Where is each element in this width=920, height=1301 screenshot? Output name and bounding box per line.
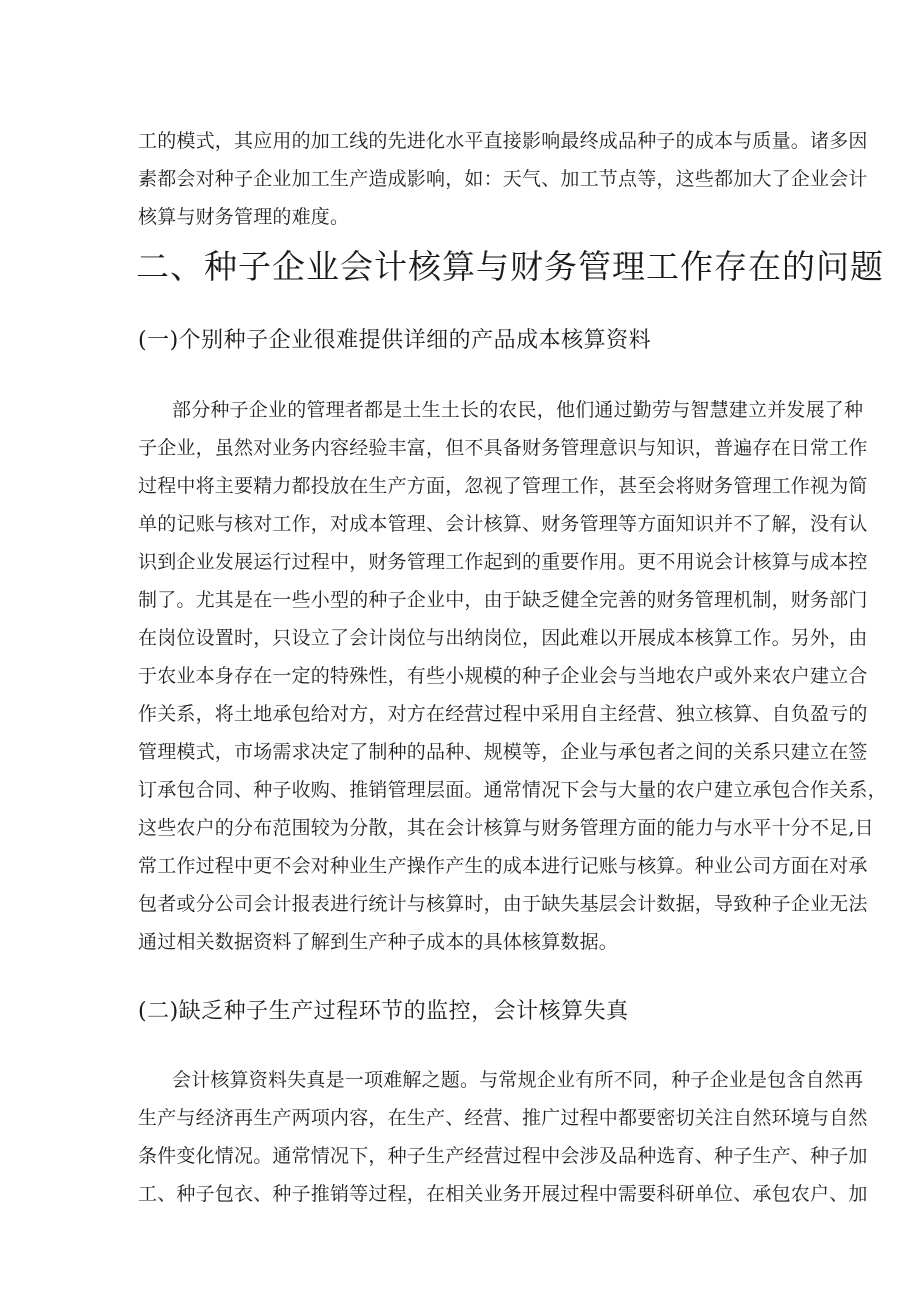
body-line: 常工作过程中更不会对种业生产操作产生的成本进行记账与核算。种业公司方面在对承 — [138, 855, 868, 877]
subsection-heading: (二)缺乏种子生产过程环节的监控，会计核算失真 — [138, 999, 629, 1024]
intro-line: 工的模式，其应用的加工线的先进化水平直接影响最终成品种子的成本与质量。诸多因 — [138, 130, 868, 152]
body-line: 部分种子企业的管理者都是土生土长的农民，他们通过勤劳与智慧建立并发展了种 — [172, 399, 864, 421]
intro-line: 核算与财务管理的难度。 — [138, 206, 350, 228]
body-line: 子企业，虽然对业务内容经验丰富，但不具备财务管理意识与知识，普遍存在日常工作 — [138, 437, 868, 459]
section-heading: 二、种子企业会计核算与财务管理工作存在的问题 — [136, 247, 884, 286]
body-line: 作关系，将土地承包给对方，对方在经营过程中采用自主经营、独立核算、自负盈亏的 — [138, 703, 868, 725]
body-line: 于农业本身存在一定的特殊性，有些小规模的种子企业会与当地农户或外来农户建立合 — [138, 665, 868, 687]
body-line: 管理模式，市场需求决定了制种的品种、规模等，企业与承包者之间的关系只建立在签 — [138, 741, 868, 763]
body-line: 工、种子包衣、种子推销等过程，在相关业务开展过程中需要科研单位、承包农户、加 — [138, 1183, 868, 1205]
body-line: 通过相关数据资料了解到生产种子成本的具体核算数据。 — [138, 931, 619, 953]
body-line: 单的记账与核对工作，对成本管理、会计核算、财务管理等方面知识并不了解，没有认 — [138, 513, 868, 535]
body-line: 生产与经济再生产两项内容，在生产、经营、推广过程中都要密切关注自然环境与自然 — [138, 1107, 868, 1129]
body-line: 识到企业发展运行过程中，财务管理工作起到的重要作用。更不用说会计核算与成本控 — [138, 551, 868, 573]
intro-line: 素都会对种子企业加工生产造成影响，如：天气、加工节点等，这些都加大了企业会计 — [138, 168, 868, 190]
subsection-heading: (一)个别种子企业很难提供详细的产品成本核算资料 — [138, 328, 652, 353]
body-line: 会计核算资料失真是一项难解之题。与常规企业有所不同，种子企业是包含自然再 — [172, 1069, 864, 1091]
body-line: 在岗位设置时，只设立了会计岗位与出纳岗位，因此难以开展成本核算工作。另外，由 — [138, 627, 868, 649]
body-line: 订承包合同、种子收购、推销管理层面。通常情况下会与大量的农户建立承包合作关系， — [138, 779, 887, 801]
body-line: 过程中将主要精力都投放在生产方面，忽视了管理工作，甚至会将财务管理工作视为简 — [138, 475, 868, 497]
body-line: 条件变化情况。通常情况下，种子生产经营过程中会涉及品种选育、种子生产、种子加 — [138, 1145, 868, 1167]
body-line: 这些农户的分布范围较为分散，其在会计核算与财务管理方面的能力与水平十分不足,日 — [138, 817, 874, 839]
body-line: 制了。尤其是在一些小型的种子企业中，由于缺乏健全完善的财务管理机制，财务部门 — [138, 589, 868, 611]
body-line: 包者或分公司会计报表进行统计与核算时，由于缺失基层会计数据，导致种子企业无法 — [138, 893, 868, 915]
